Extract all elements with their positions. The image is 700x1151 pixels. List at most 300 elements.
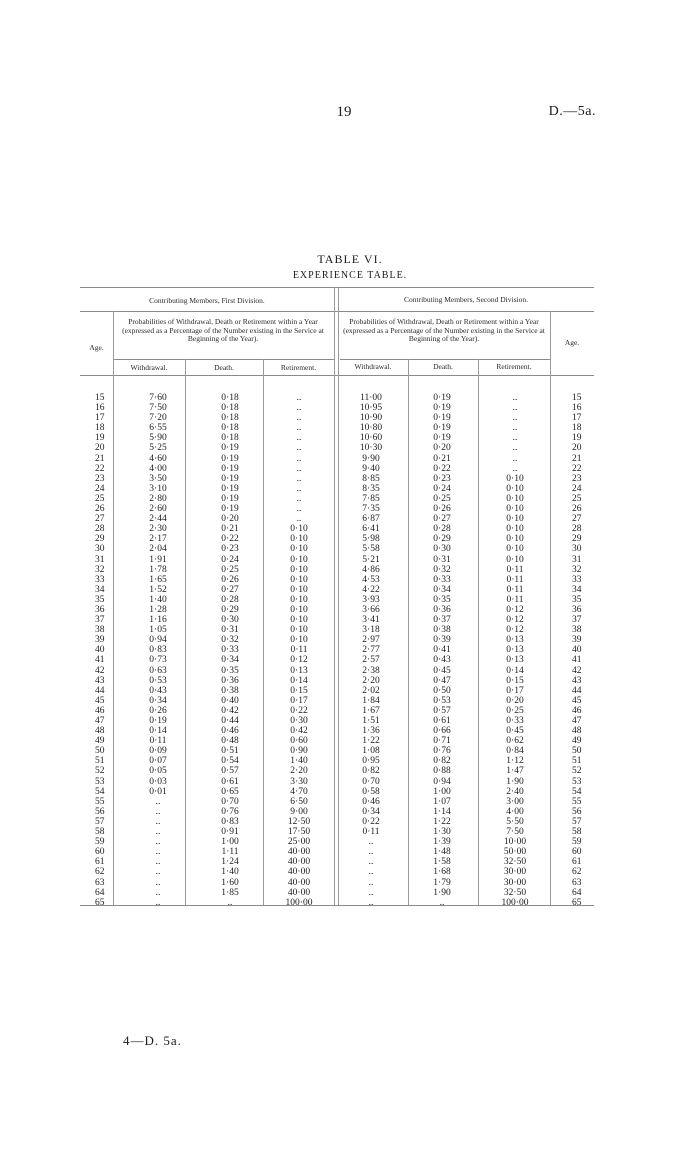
table-cell-w1: 0·03	[149, 776, 167, 787]
table-cell-d1: 0·46	[221, 726, 239, 737]
table-cell-d2: 0·30	[433, 544, 451, 555]
table-cell-age: 31	[572, 554, 582, 565]
death-header-second: Death.	[433, 362, 453, 371]
table-cell-age: 45	[95, 695, 105, 706]
table-cell-d2: 0·76	[433, 746, 451, 757]
table-cell-r1: 0·90	[290, 746, 308, 757]
table-cell-d2: 0·41	[433, 645, 451, 656]
age-column-right	[572, 393, 592, 908]
table-cell-age: 64	[572, 887, 582, 898]
table-cell-d1: 0·34	[221, 655, 239, 666]
table-cell-r2: 100·00	[501, 897, 529, 908]
table-cell-r1: 1·40	[290, 756, 308, 767]
table-cell-r2: 0·10	[506, 534, 524, 545]
table-cell-r1: ..	[296, 393, 302, 403]
table-cell-age: 48	[572, 726, 582, 737]
table-cell-w1: 0·01	[149, 786, 167, 797]
table-cell-d1: 0·18	[221, 433, 239, 444]
table-cell-age: 64	[95, 887, 105, 898]
table-cell-r1: 25·00	[287, 837, 311, 848]
table-cell-w1: 2·30	[149, 524, 167, 535]
table-cell-w1: ..	[155, 837, 161, 848]
table-cell-w1: 2·04	[149, 544, 167, 555]
table-cell-w1: 0·05	[149, 766, 167, 777]
table-cell-w2: 3·18	[362, 625, 380, 636]
table-cell-d2: 0·37	[433, 615, 451, 626]
table-cell-r1: 0·10	[290, 604, 308, 615]
table-cell-age: 50	[572, 746, 582, 757]
table-cell-w1: 6·55	[149, 423, 167, 434]
table-cell-r1: 100·00	[285, 897, 313, 908]
table-cell-w2: 0·95	[362, 756, 380, 767]
table-cell-d2: 1·39	[433, 837, 451, 848]
table-cell-r2: 0·25	[506, 705, 524, 716]
rule-division-b	[338, 287, 339, 905]
table-cell-d2: 0·61	[433, 716, 451, 726]
table-cell-r1: ..	[296, 443, 302, 454]
table-cell-d2: 0·82	[433, 756, 451, 767]
table-cell-d2: 0·22	[433, 463, 451, 474]
table-cell-r2: ..	[512, 403, 518, 414]
withdrawal-column-first	[138, 393, 178, 908]
table-cell-age: 19	[572, 433, 582, 444]
table-cell-d2: 0·47	[433, 675, 451, 686]
table-cell-r2: ..	[512, 423, 518, 434]
probabilities-header-second: Probabilities of Withdrawal, Death or Retirement within a Year (expressed as a Percentage of the Number existing in the Service at Beginning of the Year).	[343, 317, 545, 343]
table-cell-d2: 0·21	[433, 453, 451, 464]
table-cell-d2: 0·57	[433, 705, 451, 716]
table-cell-w2: 7·35	[362, 504, 380, 515]
table-cell-age: 54	[95, 786, 105, 797]
table-cell-w2: 2·38	[362, 665, 380, 676]
table-cell-age: 51	[572, 756, 582, 767]
table-cell-age: 29	[95, 534, 105, 545]
table-cell-r1: 0·15	[290, 685, 308, 696]
table-cell-r1: 40·00	[287, 887, 311, 898]
table-cell-w2: 10·90	[359, 413, 383, 424]
table-cell-d1: 1·85	[221, 887, 239, 898]
table-cell-w1: 0·43	[149, 685, 167, 696]
table-cell-age: 25	[572, 493, 582, 504]
table-cell-d2: 0·33	[433, 574, 451, 585]
table-cell-r1: 0·10	[290, 615, 308, 626]
table-cell-r2: 0·10	[506, 514, 524, 525]
table-cell-d1: 0·23	[221, 544, 239, 555]
probabilities-header-first: Probabilities of Withdrawal, Death or Retirement within a Year (expressed as a Percentage of the Number existing in the Service at Beginning of the Year).	[122, 317, 324, 343]
table-cell-r1: 0·17	[290, 695, 308, 706]
table-cell-r2: 10·00	[503, 837, 527, 848]
table-cell-age: 43	[95, 675, 105, 686]
table-cell-r2: 7·50	[506, 827, 524, 838]
table-cell-r1: 0·42	[290, 726, 308, 737]
table-cell-r2: 3·00	[506, 796, 524, 807]
table-cell-d2: 0·39	[433, 635, 451, 646]
table-cell-r1: ..	[296, 453, 302, 464]
table-cell-age: 47	[95, 716, 105, 726]
table-cell-r1: 2·20	[290, 766, 308, 777]
table-cell-age: 48	[95, 726, 105, 737]
table-cell-age: 42	[95, 665, 105, 676]
table-cell-age: 27	[572, 514, 582, 525]
table-cell-w2: 1·84	[362, 695, 380, 706]
table-cell-age: 58	[572, 827, 582, 838]
table-cell-w2: 9·40	[362, 463, 380, 474]
table-cell-age: 16	[95, 403, 105, 414]
table-cell-age: 23	[95, 473, 105, 484]
table-cell-age: 33	[572, 574, 582, 585]
table-cell-age: 39	[572, 635, 582, 646]
table-cell-age: 40	[95, 645, 105, 656]
table-cell-age: 21	[95, 453, 105, 464]
table-cell-w1: ..	[155, 877, 161, 888]
table-cell-d2: 0·71	[433, 736, 451, 747]
table-cell-r2: 32·50	[503, 857, 527, 868]
table-cell-age: 53	[572, 776, 582, 787]
table-cell-d1: 0·28	[221, 594, 239, 605]
table-cell-age: 18	[572, 423, 582, 434]
table-cell-r2: 0·12	[506, 615, 524, 626]
table-cell-r1: ..	[296, 413, 302, 424]
table-cell-w1: 0·73	[149, 655, 167, 666]
table-cell-age: 24	[572, 483, 582, 494]
table-cell-r2: 0·15	[506, 675, 524, 686]
table-cell-age: 19	[95, 433, 105, 444]
table-cell-w2: 2·97	[362, 635, 380, 646]
table-cell-r1: 0·10	[290, 524, 308, 535]
table-cell-d2: 0·29	[433, 534, 451, 545]
table-cell-r2: 50·00	[503, 847, 527, 858]
table-cell-w2: ..	[368, 897, 374, 908]
table-cell-d1: 0·19	[221, 473, 239, 484]
table-cell-d1: 0·26	[221, 574, 239, 585]
table-cell-age: 29	[572, 534, 582, 545]
table-cell-r2: 0·33	[506, 716, 524, 726]
table-cell-r2: 0·13	[506, 655, 524, 666]
table-cell-age: 47	[572, 716, 582, 726]
table-cell-age: 34	[572, 584, 582, 595]
table-cell-d1: 0·19	[221, 504, 239, 515]
table-cell-w1: ..	[155, 857, 161, 868]
table-cell-d1: ..	[227, 897, 233, 908]
table-cell-age: 39	[95, 635, 105, 646]
table-cell-w2: 10·80	[359, 423, 383, 434]
table-cell-age: 51	[95, 756, 105, 767]
table-cell-age: 17	[572, 413, 582, 424]
table-cell-r1: ..	[296, 514, 302, 525]
page-number: 19	[336, 104, 352, 120]
table-cell-age: 49	[572, 736, 582, 747]
table-cell-w2: 2·02	[362, 685, 380, 696]
table-cell-d1: 0·31	[221, 625, 239, 636]
table-cell-d2: 0·26	[433, 504, 451, 515]
table-cell-w1: ..	[155, 816, 161, 827]
table-cell-age: 28	[572, 524, 582, 535]
table-cell-d1: 0·25	[221, 564, 239, 575]
table-cell-d1: 0·35	[221, 665, 239, 676]
table-cell-age: 15	[95, 393, 105, 403]
table-cell-d1: 1·60	[221, 877, 239, 888]
table-cell-d1: 0·32	[221, 635, 239, 646]
table-cell-w1: 4·00	[149, 463, 167, 474]
table-cell-age: 24	[95, 483, 105, 494]
table-cell-d2: ..	[439, 897, 445, 908]
retirement-column-second	[494, 393, 536, 908]
table-cell-r1: ..	[296, 473, 302, 484]
table-cell-r2: 0·14	[506, 665, 524, 676]
table-cell-d1: 0·48	[221, 736, 239, 747]
table-cell-w2: ..	[368, 847, 374, 858]
table-cell-w1: ..	[155, 867, 161, 878]
table-cell-age: 33	[95, 574, 105, 585]
table-cell-age: 62	[95, 867, 105, 878]
table-cell-w1: 0·11	[149, 736, 167, 747]
table-cell-d2: 1·48	[433, 847, 451, 858]
table-cell-age: 52	[95, 766, 105, 777]
table-cell-d1: 0·18	[221, 413, 239, 424]
table-cell-w1: 2·80	[149, 493, 167, 504]
table-cell-age: 63	[95, 877, 105, 888]
table-cell-w2: 0·70	[362, 776, 380, 787]
table-cell-r1: ..	[296, 463, 302, 474]
table-cell-d2: 1·14	[433, 806, 451, 817]
table-cell-d1: 0·19	[221, 493, 239, 504]
table-cell-d2: 1·30	[433, 827, 451, 838]
table-cell-age: 62	[572, 867, 582, 878]
table-cell-w1: 1·65	[149, 574, 167, 585]
table-cell-d1: 0·40	[221, 695, 239, 706]
table-cell-w1: 0·19	[149, 716, 167, 726]
table-cell-w2: 1·08	[362, 746, 380, 757]
table-cell-w2: 10·60	[359, 433, 383, 444]
table-cell-d2: 0·19	[433, 393, 451, 403]
table-cell-w1: 5·90	[149, 433, 167, 444]
table-cell-age: 46	[572, 705, 582, 716]
table-cell-w2: 11·00	[360, 393, 382, 403]
table-cell-r2: ..	[512, 443, 518, 454]
table-cell-r2: 0·12	[506, 604, 524, 615]
table-cell-r1: 0·10	[290, 554, 308, 565]
table-cell-w2: 5·98	[362, 534, 380, 545]
table-cell-r2: 0·13	[506, 645, 524, 656]
table-cell-w2: 7·85	[362, 493, 380, 504]
table-cell-r2: 1·90	[506, 776, 524, 787]
table-cell-w1: 7·50	[149, 403, 167, 414]
table-cell-r1: 0·10	[290, 584, 308, 595]
table-cell-age: 16	[572, 403, 582, 414]
rule-w1-d1	[185, 359, 186, 905]
table-cell-r1: 0·12	[290, 655, 308, 666]
table-cell-r1: 12·50	[287, 816, 311, 827]
table-cell-age: 52	[572, 766, 582, 777]
table-cell-r2: 0·13	[506, 635, 524, 646]
table-cell-age: 25	[95, 493, 105, 504]
table-cell-d1: 0·42	[221, 705, 239, 716]
table-cell-d2: 0·34	[433, 584, 451, 595]
table-cell-age: 20	[572, 443, 582, 454]
table-cell-w2: 2·57	[362, 655, 380, 666]
table-title: TABLE VI.	[317, 252, 383, 266]
table-cell-r1: 40·00	[287, 857, 311, 868]
table-cell-w1: 0·09	[149, 746, 167, 757]
table-cell-d2: 0·19	[433, 423, 451, 434]
table-cell-r2: 1·47	[506, 766, 524, 777]
table-cell-r2: 0·12	[506, 625, 524, 636]
withdrawal-header-second: Withdrawal.	[354, 362, 392, 371]
table-cell-w2: 0·58	[362, 786, 380, 797]
withdrawal-header-first: Withdrawal.	[130, 363, 168, 372]
table-cell-w2: 1·67	[362, 705, 380, 716]
table-cell-d1: 0·65	[221, 786, 239, 797]
table-cell-age: 53	[95, 776, 105, 787]
table-cell-w2: 0·46	[362, 796, 380, 807]
table-cell-w1: ..	[155, 847, 161, 858]
table-cell-r2: ..	[512, 433, 518, 444]
table-cell-d1: 0·22	[221, 534, 239, 545]
table-top-rule	[80, 287, 594, 288]
retirement-header-first: Retirement.	[280, 363, 317, 372]
table-cell-r1: 6·50	[290, 796, 308, 807]
table-cell-w1: 1·16	[149, 615, 167, 626]
table-cell-r1: 4·70	[290, 786, 308, 797]
table-cell-d2: 0·88	[433, 766, 451, 777]
table-cell-d2: 0·19	[433, 433, 451, 444]
table-cell-d1: 0·91	[221, 827, 239, 838]
table-cell-r2: ..	[512, 463, 518, 474]
subheader-rule-first	[113, 359, 334, 360]
table-cell-w2: 6·87	[362, 514, 380, 525]
table-cell-r2: 30·00	[503, 867, 527, 878]
table-cell-d1: 0·51	[221, 746, 239, 757]
table-cell-w2: ..	[368, 857, 374, 868]
table-cell-d1: 0·24	[221, 554, 239, 565]
table-cell-r1: 0·10	[290, 594, 308, 605]
table-cell-r2: 4·00	[506, 806, 524, 817]
table-cell-r2: 0·11	[506, 564, 524, 575]
table-cell-age: 22	[572, 463, 582, 474]
table-cell-age: 45	[572, 695, 582, 706]
table-cell-d2: 0·43	[433, 655, 451, 666]
table-cell-w2: 4·22	[362, 584, 380, 595]
table-cell-age: 30	[95, 544, 105, 555]
table-cell-r1: 0·22	[290, 705, 308, 716]
table-cell-w1: 1·52	[149, 584, 167, 595]
table-cell-r1: 40·00	[287, 867, 311, 878]
table-cell-age: 22	[95, 463, 105, 474]
table-cell-age: 44	[95, 685, 105, 696]
table-cell-d1: 0·57	[221, 766, 239, 777]
table-cell-w2: 1·36	[362, 726, 380, 737]
table-cell-age: 36	[572, 604, 582, 615]
table-cell-age: 26	[572, 504, 582, 515]
table-cell-w2: 4·86	[362, 564, 380, 575]
table-cell-w2: 8·85	[362, 473, 380, 484]
table-cell-w1: 2·60	[149, 504, 167, 515]
table-cell-w2: 8·35	[362, 483, 380, 494]
age-column-left	[95, 393, 115, 908]
table-cell-d2: 0·24	[433, 483, 451, 494]
table-cell-age: 32	[572, 564, 582, 575]
table-cell-age: 35	[572, 594, 582, 605]
table-cell-r1: 17·50	[287, 827, 311, 838]
table-cell-r2: 0·11	[506, 574, 524, 585]
table-cell-age: 49	[95, 736, 105, 747]
subheader-rule-second	[340, 359, 550, 360]
table-cell-age: 37	[95, 615, 105, 626]
table-cell-d1: 0·27	[221, 584, 239, 595]
rule-d1-r1	[263, 359, 264, 905]
table-cell-w2: ..	[368, 887, 374, 898]
table-cell-age: 60	[572, 847, 582, 858]
table-cell-d2: 0·25	[433, 493, 451, 504]
table-cell-age: 28	[95, 524, 105, 535]
table-cell-age: 32	[95, 564, 105, 575]
table-cell-d1: 1·40	[221, 867, 239, 878]
table-cell-w1: 5·25	[149, 443, 167, 454]
document-reference: D.—5a.	[548, 104, 596, 119]
table-cell-w2: ..	[368, 867, 374, 878]
table-cell-w2: ..	[368, 877, 374, 888]
table-cell-w1: 0·14	[149, 726, 167, 737]
table-cell-w1: 1·28	[149, 604, 167, 615]
table-cell-w1: 7·20	[149, 413, 167, 424]
table-cell-r2: 0·20	[506, 695, 524, 706]
table-cell-age: 55	[95, 796, 105, 807]
table-cell-age: 63	[572, 877, 582, 888]
table-cell-w1: 7·60	[149, 393, 167, 403]
table-cell-r1: 0·10	[290, 564, 308, 575]
table-cell-r1: ..	[296, 423, 302, 434]
table-cell-age: 23	[572, 473, 582, 484]
table-cell-d1: 0·18	[221, 403, 239, 414]
table-cell-d2: 0·19	[433, 413, 451, 424]
header-bottom-rule	[80, 375, 594, 376]
table-cell-age: 41	[95, 655, 105, 666]
table-cell-w1: 0·34	[149, 695, 167, 706]
table-cell-r1: 0·11	[290, 645, 308, 656]
table-cell-age: 36	[95, 604, 105, 615]
rule-age-right	[550, 311, 551, 905]
table-cell-w1: 4·60	[149, 453, 167, 464]
table-cell-age: 59	[95, 837, 105, 848]
table-cell-w2: 10·30	[359, 443, 383, 454]
table-cell-d2: 0·23	[433, 473, 451, 484]
table-cell-r1: 40·00	[287, 877, 311, 888]
death-column-first	[210, 393, 250, 908]
table-cell-w2: 9·90	[362, 453, 380, 464]
table-cell-age: 15	[572, 393, 582, 403]
table-cell-age: 58	[95, 827, 105, 838]
table-cell-d1: 0·61	[221, 776, 239, 787]
table-cell-w1: 0·94	[149, 635, 167, 646]
table-cell-d2: 0·53	[433, 695, 451, 706]
table-cell-d2: 0·36	[433, 604, 451, 615]
table-cell-d1: 0·18	[221, 393, 239, 403]
table-cell-w2: 10·95	[359, 403, 383, 414]
table-cell-age: 54	[572, 786, 582, 797]
table-cell-age: 17	[95, 413, 105, 424]
table-cell-w1: 0·07	[149, 756, 167, 767]
table-cell-d1: 0·70	[221, 796, 239, 807]
table-cell-age: 38	[572, 625, 582, 636]
table-cell-d1: 0·44	[221, 716, 239, 726]
table-cell-d1: 1·00	[221, 837, 239, 848]
table-cell-d2: 0·66	[433, 726, 451, 737]
table-cell-r2: 1·12	[506, 756, 524, 767]
table-cell-age: 34	[95, 584, 105, 595]
table-cell-r2: ..	[512, 453, 518, 464]
table-cell-age: 18	[95, 423, 105, 434]
table-cell-age: 56	[572, 806, 582, 817]
